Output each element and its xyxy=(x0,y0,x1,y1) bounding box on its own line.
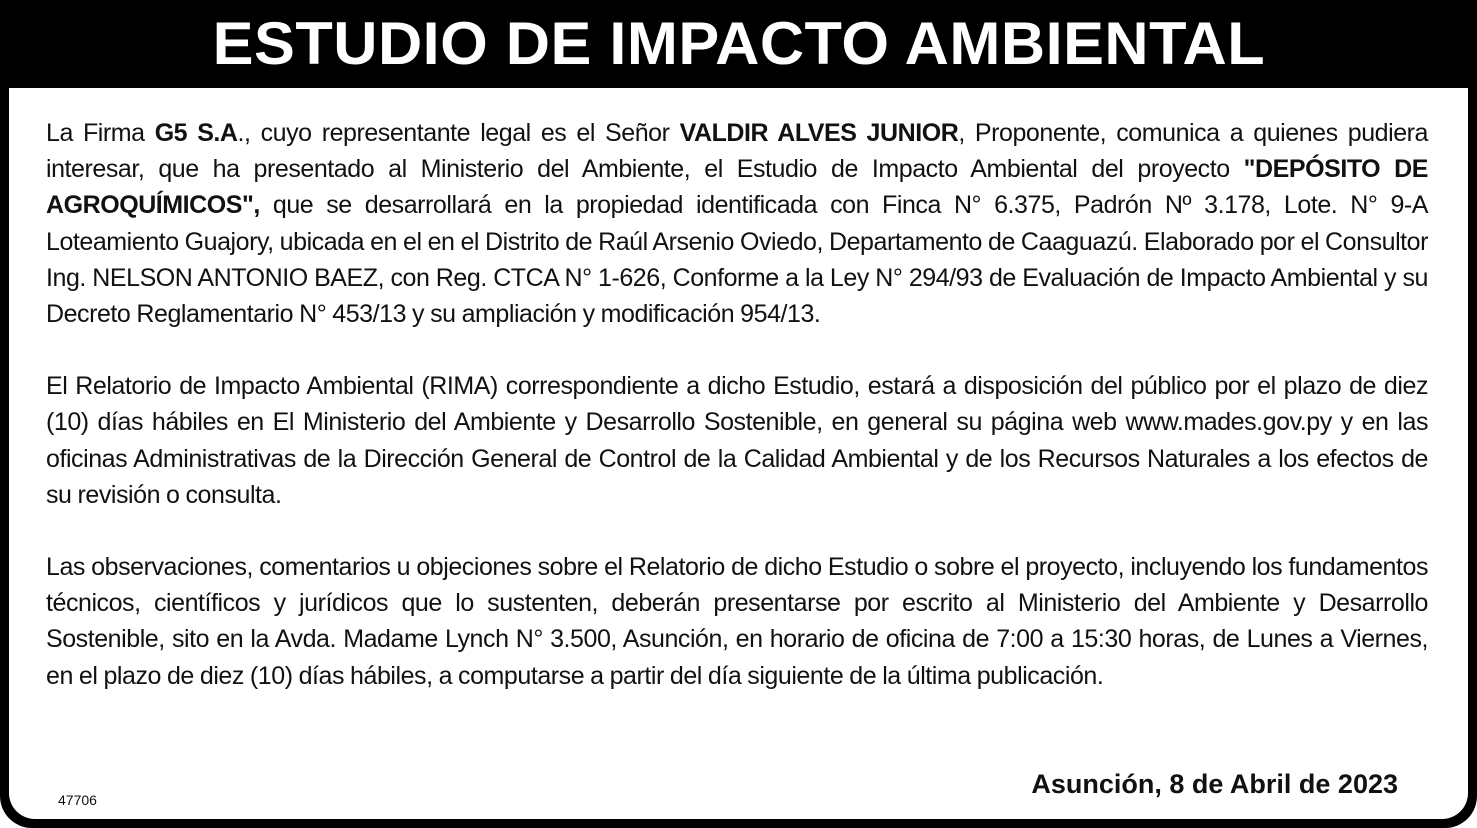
p1-text-4: que se desarrollará en la propiedad identificada con Finca N° 6.375, Padrón Nº 3.178, Lote. N° 9-A Loteamiento Guajory, ubicada en el en el Distrito de Raúl Arsenio Oviedo, Departamento de Caaguazú. Elaborado por el Consultor Ing. NELSON ANTONIO BAEZ, con Reg. CTCA N° 1-626, Conforme a la Ley N° 294/93 de Evaluación de Impacto Ambiental y su Decreto Reglamentario N° 453/13 y su ampliación y modificación 954/13. xyxy=(46,191,1428,329)
paragraph-observations: Las observaciones, comentarios u objeciones sobre el Relatorio de dicho Estudio o sobre el proyecto, incluyendo los fundamentos técnicos, científicos y jurídicos que lo sustenten, deberán presentarse por escrito al Ministerio del Ambiente y Desarrollo Sostenible, sito en la Avda. Madame Lynch N° 3.500, Asunción, en horario de oficina de 7:00 a 15:30 horas, de Lunes a Viernes, en el plazo de diez (10) días hábiles, a computarse a partir del día siguiente de la última publicación. xyxy=(46,553,1428,690)
reference-number: 47706 xyxy=(58,792,97,808)
representative-name: VALDIR ALVES JUNIOR xyxy=(679,119,959,147)
paragraph-proponent xyxy=(46,115,1428,332)
p1-text-2: ., cuyo representante legal es el Señor xyxy=(237,119,680,147)
notice-body-panel xyxy=(9,88,1468,819)
p1-text-3: , Proponente, comunica a quienes pudiera interesar, que ha presentado al Ministerio del Ambiente, el Estudio de Impacto Ambiental del proyecto xyxy=(46,119,1428,184)
notice-title: ESTUDIO DE IMPACTO AMBIENTAL xyxy=(212,10,1265,77)
publication-date: Asunción, 8 de Abril de 2023 xyxy=(1031,769,1398,799)
p1-text-1: La Firma xyxy=(46,119,155,147)
company-name: G5 S.A xyxy=(154,119,238,147)
paragraph-rima-availability: El Relatorio de Impacto Ambiental (RIMA) correspondiente a dicho Estudio, estará a disposición del público por el plazo de diez (10) días hábiles en El Ministerio del Ambiente y Desarrollo Sostenible, en general su página web www.mades.gov.py y en las oficinas Administrativas de la Dirección General de Control de la Calidad Ambiental y de los Recursos Naturales a los efectos de su revisión o consulta. xyxy=(46,372,1428,509)
project-name: "DEPÓSITO DE AGROQUÍMICOS", xyxy=(46,155,1428,220)
notice-body xyxy=(46,115,1428,730)
notice-header xyxy=(0,0,1477,88)
